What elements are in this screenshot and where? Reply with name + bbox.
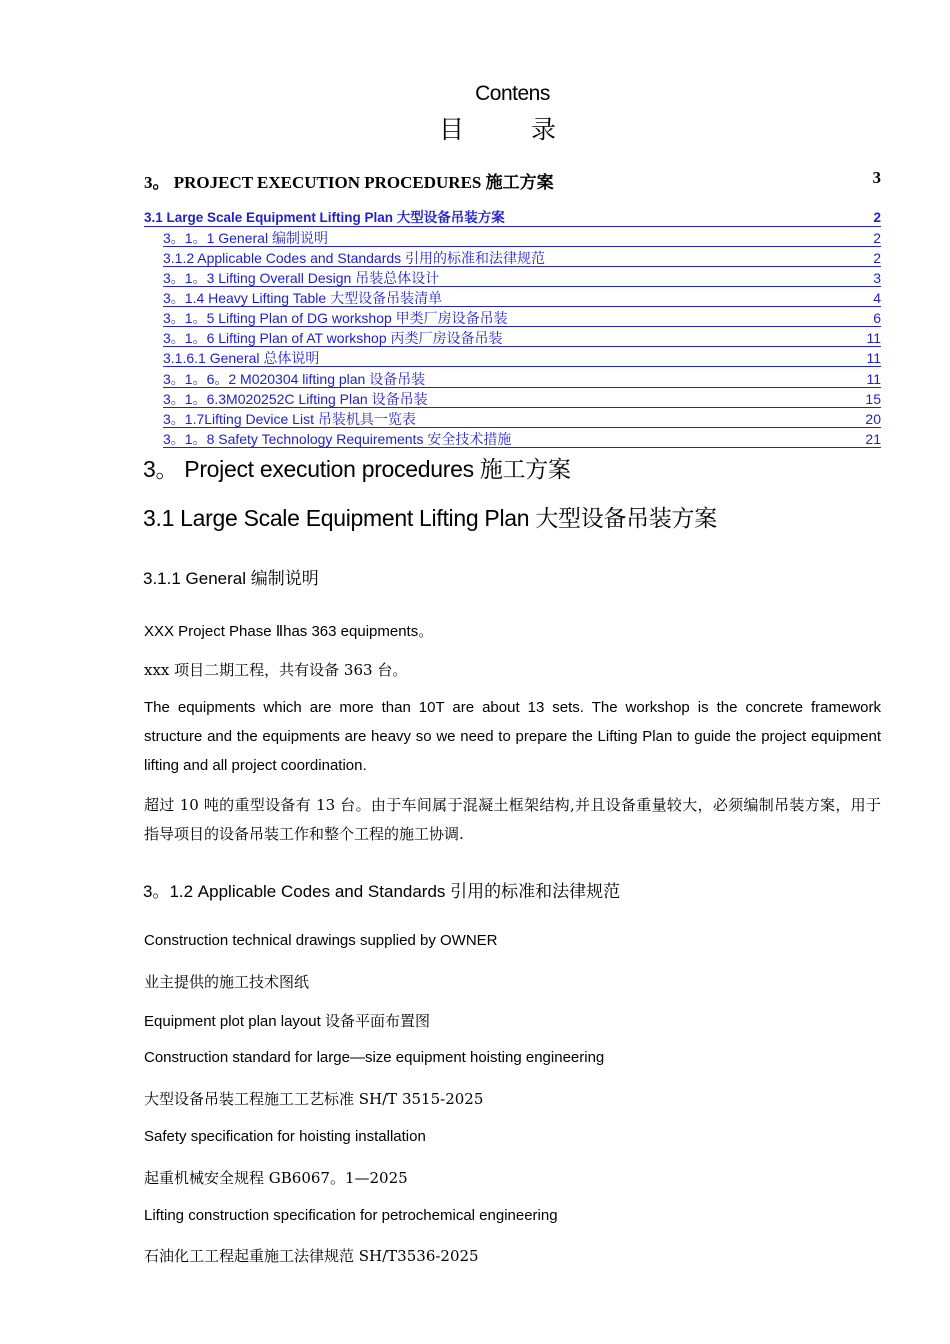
- toc-link-label: 3。1。3 Lifting Overall Design 吊装总体设计: [163, 270, 440, 286]
- toc-link-3-1-4[interactable]: [163, 290, 881, 307]
- toc-link-3-1-6-1[interactable]: [163, 350, 881, 367]
- toc-link-page: 6: [873, 310, 881, 326]
- toc-link-label: 3.1 Large Scale Equipment Lifting Plan 大型设备吊装方案: [144, 210, 505, 225]
- standard-item: Construction standard for large—size equipment hoisting engineering: [144, 1049, 605, 1066]
- toc-link-page: 4: [873, 290, 881, 306]
- paragraph-equipment-description: The equipments which are more than 10T are about 13 sets. The workshop is the concrete framework structure and the equipments are heavy so we need to prepare the Lifting Plan to guide the project equipment lifting and all project coordination.: [144, 699, 881, 774]
- standard-item: Construction technical drawings supplied by OWNER: [144, 932, 498, 949]
- toc-link-label: 3。1.4 Heavy Lifting Table 大型设备吊装清单: [163, 290, 443, 306]
- toc-link-label: 3。1。5 Lifting Plan of DG workshop 甲类厂房设备吊装: [163, 310, 508, 326]
- toc-level1-entry[interactable]: [144, 168, 881, 193]
- toc-link-page: 3: [873, 270, 881, 286]
- section-heading-3-1-2: 3。1.2 Applicable Codes and Standards 引用的标准和法律规范: [143, 882, 621, 901]
- toc-link-label: 3。1.7Lifting Device List 吊装机具一览表: [163, 411, 416, 427]
- toc-level1-label: 3。 PROJECT EXECUTION PROCEDURES 施工方案: [144, 173, 554, 192]
- toc-link-label: 3.1.2 Applicable Codes and Standards 引用的标准和法律规范: [163, 250, 546, 266]
- toc-link-page: 20: [865, 411, 881, 427]
- standard-item: Equipment plot plan layout 设备平面布置图: [144, 1013, 430, 1030]
- toc-link-3-1-8[interactable]: [163, 431, 881, 448]
- toc-link-3-1-6-2[interactable]: [163, 371, 881, 388]
- toc-link-label: 3。1。6.3M020252C Lifting Plan 设备吊装: [163, 391, 428, 407]
- toc-link-page: 2: [873, 230, 881, 246]
- toc-link-3-1-1[interactable]: [163, 230, 881, 247]
- toc-link-3-1-2[interactable]: [163, 250, 881, 267]
- standard-item: Lifting construction specification for petrochemical engineering: [144, 1207, 558, 1224]
- toc-link-page: 11: [866, 330, 881, 346]
- document-title-cn: 目 录: [439, 116, 586, 144]
- toc-link-label: 3。1。1 General 编制说明: [163, 230, 328, 246]
- toc-link-label: 3.1.6.1 General 总体说明: [163, 350, 320, 366]
- toc-link-label: 3。1。8 Safety Technology Requirements 安全技术措施: [163, 431, 512, 447]
- toc-link-3-1-6-3[interactable]: [163, 391, 881, 408]
- section-heading-3-1-1: 3.1.1 General 编制说明: [143, 569, 319, 588]
- toc-link-page: 11: [866, 371, 881, 387]
- toc-link-3-1-7[interactable]: [163, 411, 881, 428]
- toc-link-3-1-5[interactable]: [163, 310, 881, 327]
- toc-link-3-1[interactable]: [144, 210, 881, 227]
- toc-link-label: 3。1。6。2 M020304 lifting plan 设备吊装: [163, 371, 426, 387]
- paragraph-project-phase-cn: xxx 项目二期工程，共有设备 363 台。: [144, 661, 408, 679]
- toc-link-page: 2: [873, 250, 881, 266]
- standard-item: Safety specification for hoisting installation: [144, 1128, 426, 1145]
- section-heading-3-1: 3.1 Large Scale Equipment Lifting Plan 大型设备吊装方案: [143, 505, 717, 531]
- section-heading-3: 3。 Project execution procedures 施工方案: [143, 456, 571, 482]
- standard-item: 石油化工工程起重施工法律规范 SH/T3536-2025: [144, 1247, 479, 1265]
- toc-link-page: 15: [865, 391, 881, 407]
- standard-item: 起重机械安全规程 GB6067。1—2025: [144, 1169, 408, 1187]
- toc-link-page: 11: [866, 350, 881, 366]
- toc-link-3-1-3[interactable]: [163, 270, 881, 287]
- paragraph-project-phase: XXX Project Phase Ⅱhas 363 equipments。: [144, 623, 434, 640]
- paragraph-equipment-description-cn: 超过 10 吨的重型设备有 13 台。由于车间属于混凝土框架结构,并且设备重量较大，必须编制吊装方案，用于指导项目的设备吊装工作和整个工程的施工协调.: [144, 796, 881, 843]
- document-title-en: Contens: [475, 82, 550, 105]
- toc-link-page: 21: [865, 431, 881, 447]
- standard-item: 业主提供的施工技术图纸: [144, 973, 310, 991]
- toc-link-page: 2: [873, 210, 881, 225]
- standard-item: 大型设备吊装工程施工工艺标准 SH/T 3515-2025: [144, 1090, 484, 1108]
- toc-level1-page: 3: [872, 168, 881, 187]
- toc-link-3-1-6[interactable]: [163, 330, 881, 347]
- toc-link-label: 3。1。6 Lifting Plan of AT workshop 丙类厂房设备吊装: [163, 330, 503, 346]
